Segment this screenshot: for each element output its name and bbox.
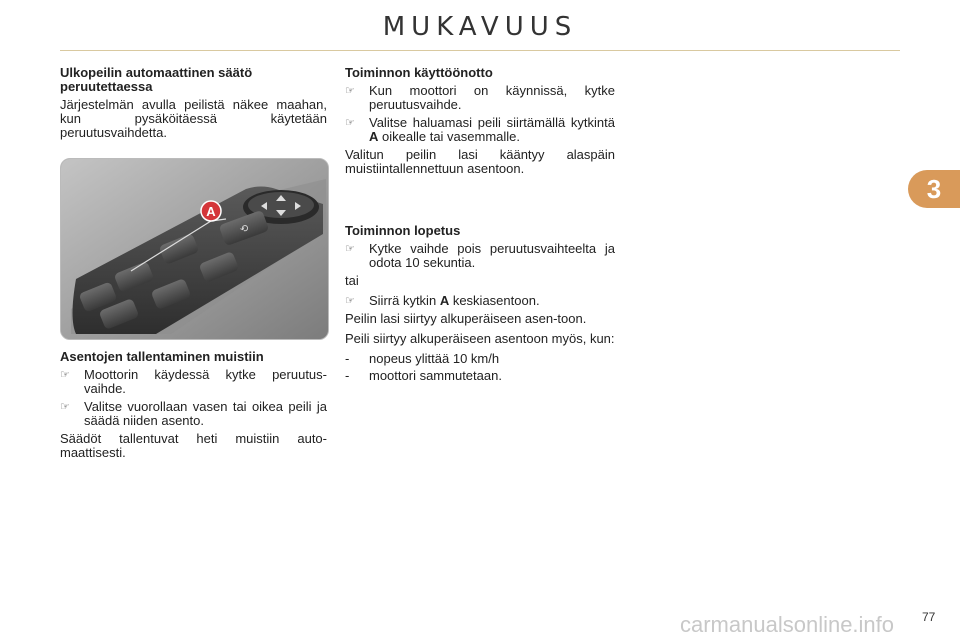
memory-bullet-2: ☞ Valitse vuorollaan vasen tai oikea peili ja säädä niiden asento. bbox=[60, 399, 327, 428]
pointing-hand-icon: ☞ bbox=[345, 85, 355, 97]
title-divider bbox=[60, 50, 900, 51]
switch-a-key: A bbox=[439, 293, 450, 308]
pointing-hand-icon: ☞ bbox=[345, 117, 355, 129]
door-panel-photo bbox=[61, 159, 328, 339]
activation-note: Valitun peilin lasi kääntyy alaspäin muistiintallennettuun asentoon. bbox=[345, 147, 615, 176]
deactivation-bullet-1: ☞ Kytke vaihde pois peruutusvaihteelta ja odota 10 sekuntia. bbox=[345, 241, 615, 270]
pointing-hand-icon: ☞ bbox=[345, 295, 355, 307]
mirror-switch-illustration bbox=[60, 158, 329, 340]
left-column bbox=[60, 66, 327, 466]
auto-adjust-heading: Ulkopeilin automaattinen säätö peruutettaessa bbox=[60, 65, 253, 94]
watermark: carmanualsonline.info bbox=[680, 612, 895, 637]
spacer bbox=[345, 182, 615, 224]
deactivation-heading: Toiminnon lopetus bbox=[345, 223, 461, 238]
page-number: 77 bbox=[922, 610, 936, 624]
or-text: tai bbox=[345, 273, 359, 288]
svg-text:⟲: ⟲ bbox=[238, 222, 251, 237]
auto-adjust-text: Järjestelmän avulla peilistä näkee maahan, kun pysäköitäessä käytetään peruutusvaihdetta. bbox=[60, 97, 327, 140]
callout-a-marker bbox=[201, 201, 221, 221]
activation-heading: Toiminnon käyttöönotto bbox=[345, 65, 493, 80]
memory-note: Säädöt tallentuvat heti muistiin auto-maattisesti. bbox=[60, 431, 327, 460]
pointing-hand-icon: ☞ bbox=[60, 369, 70, 381]
switch-a-key: A bbox=[369, 129, 379, 144]
memory-heading: Asentojen tallentaminen muistiin bbox=[60, 349, 264, 364]
callout-a-label: A bbox=[206, 204, 216, 219]
activation-bullet-2: ☞ Valitse haluamasi peili siirtämällä kytkintä A oikealle tai vasemmalle. bbox=[345, 115, 615, 144]
deactivation-bullet-2: ☞ Siirrä kytkin A keskiasentoon. bbox=[345, 293, 540, 308]
right-column bbox=[345, 66, 615, 386]
condition-item: - nopeus ylittää 10 km/h bbox=[345, 351, 500, 366]
deactivation-note-2: Peili siirtyy alkuperäiseen asentoon myös, kun: bbox=[345, 331, 615, 346]
activation-bullet-1: ☞ Kun moottori on käynnissä, kytke peruutusvaihde. bbox=[345, 83, 615, 112]
chapter-tab: 3 bbox=[908, 170, 960, 208]
memory-bullet-1: ☞ Moottorin käydessä kytke peruutus-vaihde. bbox=[60, 367, 327, 396]
deactivation-note-1: Peilin lasi siirtyy alkuperäiseen asen-toon. bbox=[345, 311, 587, 326]
pointing-hand-icon: ☞ bbox=[345, 243, 355, 255]
pointing-hand-icon: ☞ bbox=[60, 401, 70, 413]
page-title: MUKAVUUS bbox=[382, 12, 578, 42]
condition-item: - moottori sammutetaan. bbox=[345, 368, 502, 383]
